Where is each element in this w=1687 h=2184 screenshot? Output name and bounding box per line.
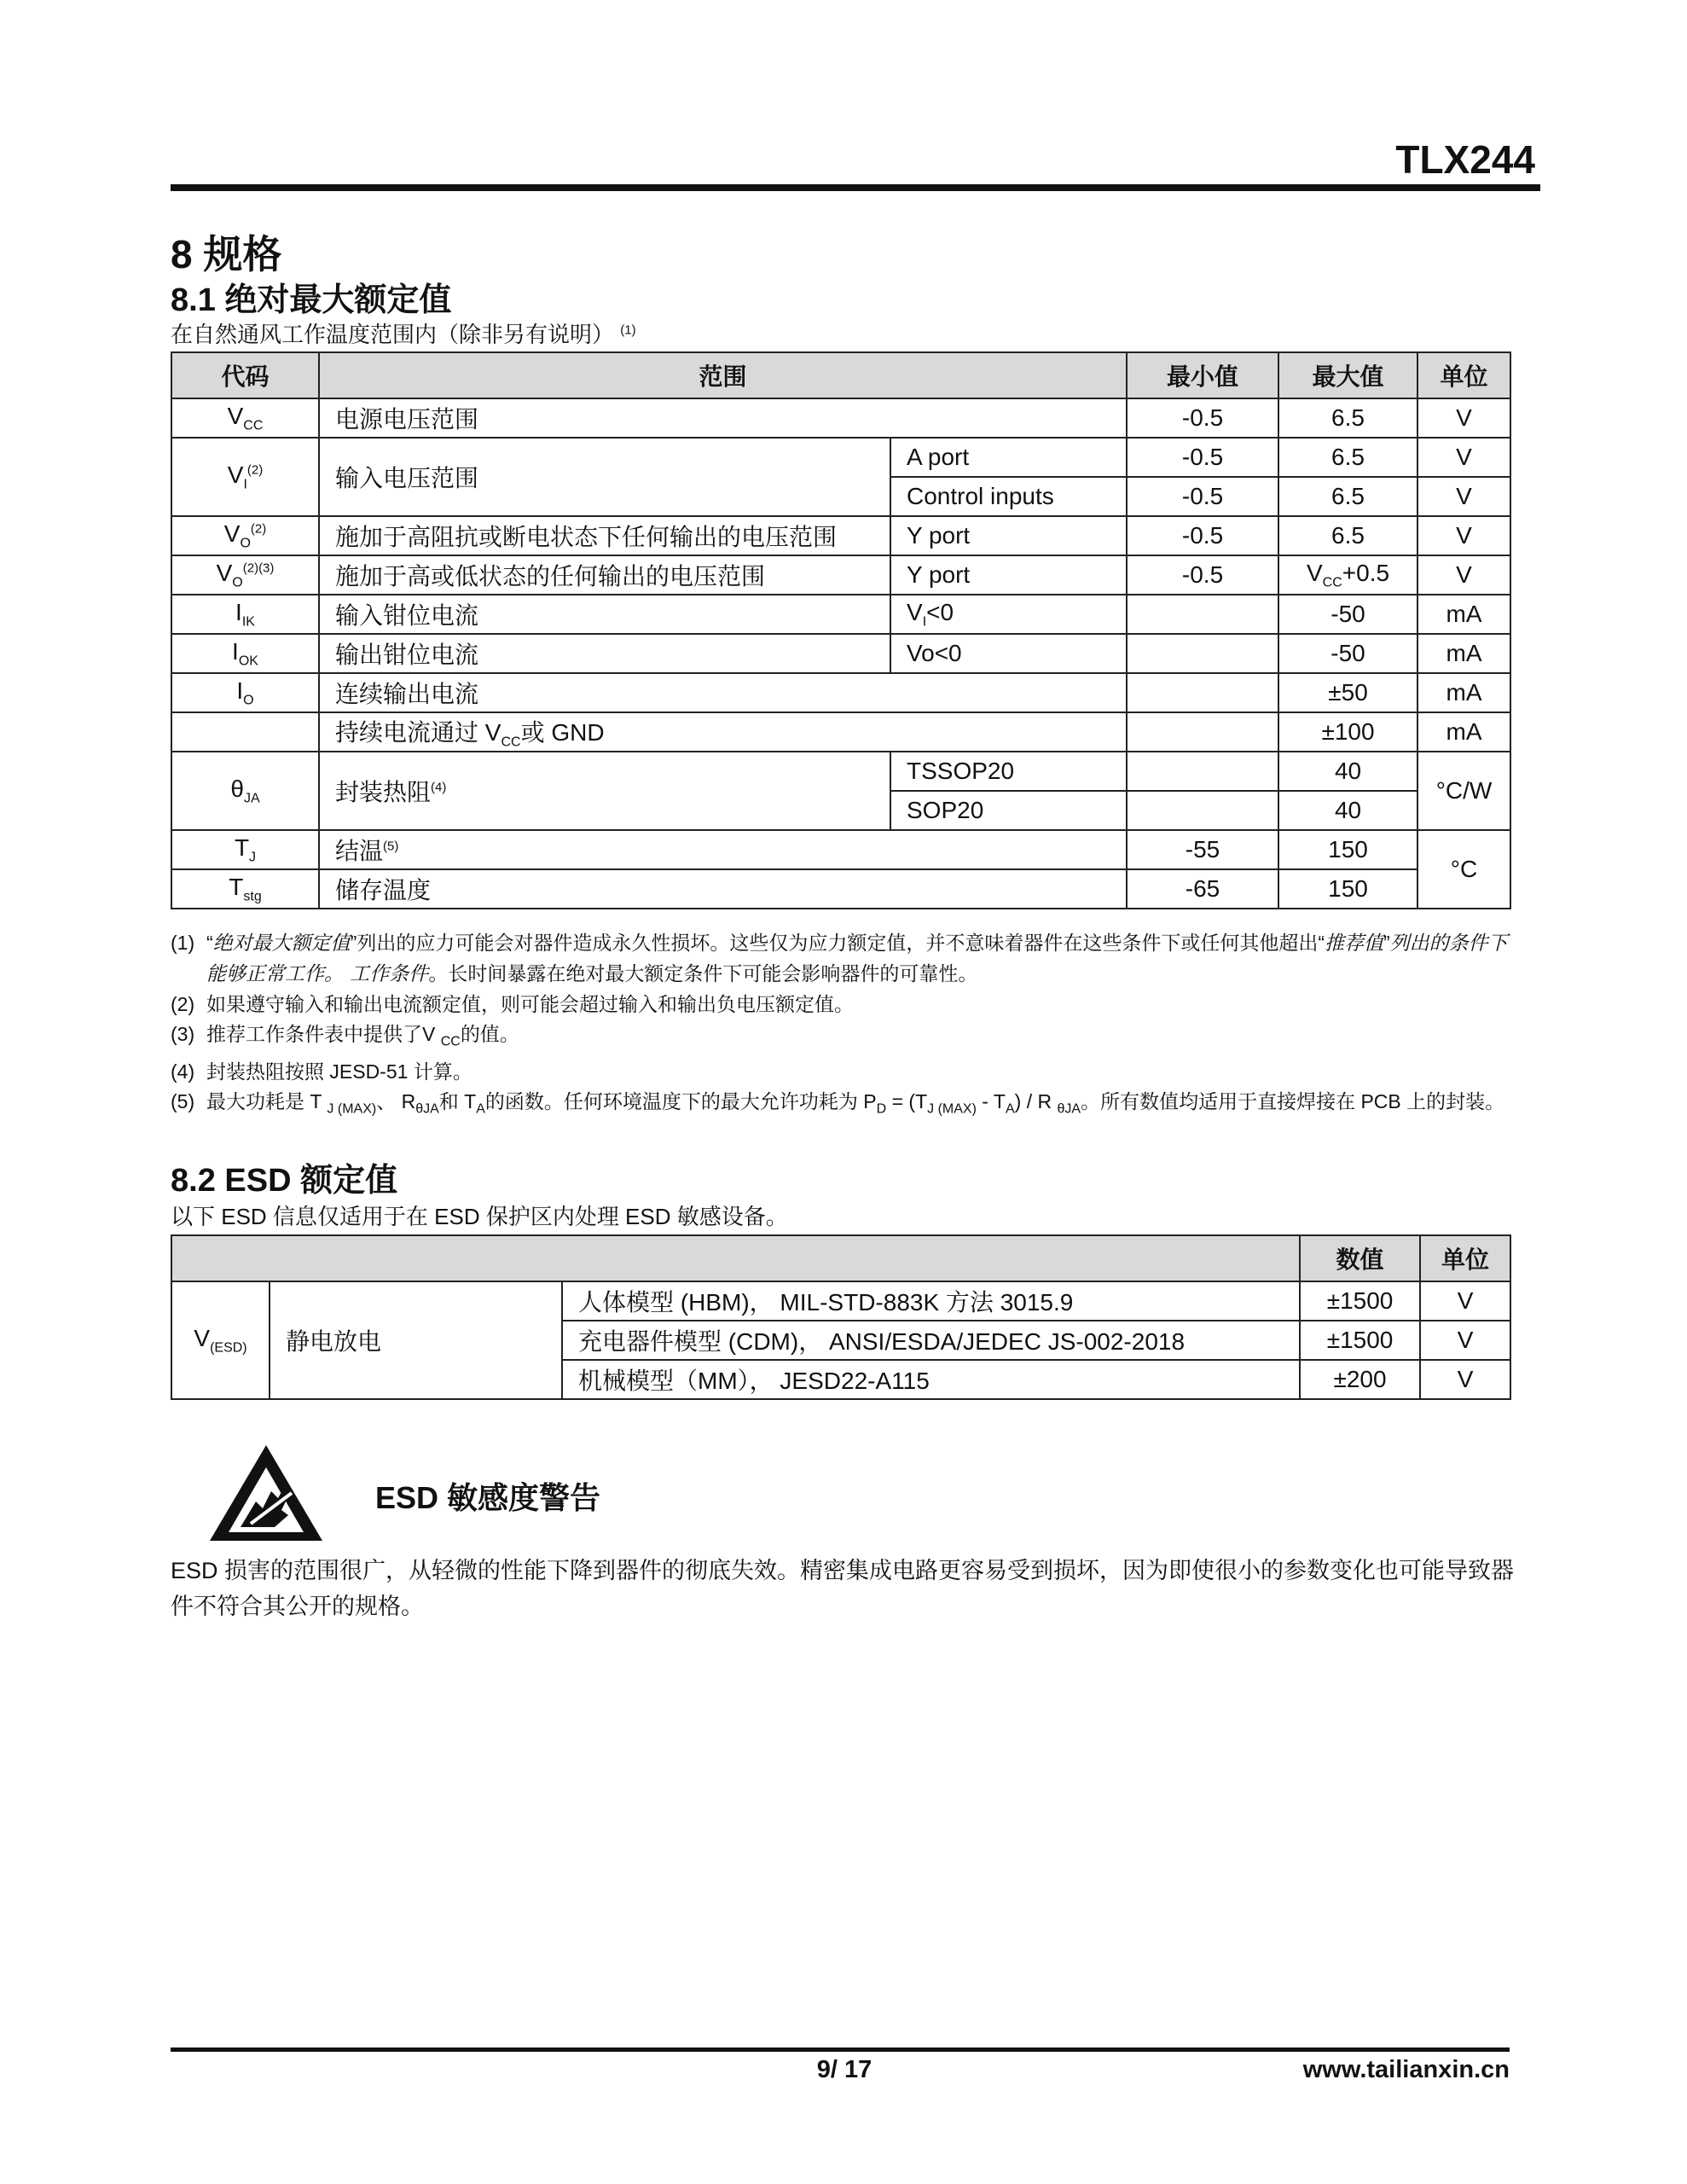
value-cell: ±1500 <box>1300 1281 1420 1321</box>
table-row <box>171 438 1510 477</box>
symbol-cell: $T_J$ <box>171 830 319 869</box>
symbol-cell: $V_{CC}$ <box>171 398 319 438</box>
max-cell: 40 <box>1278 752 1417 791</box>
min-cell <box>1127 634 1278 673</box>
section-8-1-title: 8.1 绝对最大额定值 <box>171 282 452 318</box>
min-cell <box>1127 752 1278 791</box>
max-cell: $V_{CC}+0.5$ <box>1278 555 1417 595</box>
footnotes <box>171 928 1513 1124</box>
max-cell: 150 <box>1278 830 1417 869</box>
max-cell: 6.5 <box>1278 438 1417 477</box>
description-cell: 施加于高或低状态的任何输出的电压范围 <box>319 555 890 595</box>
table-row <box>171 595 1510 634</box>
section-8-2-title: 8.2 ESD 额定值 <box>171 1163 398 1199</box>
value-cell: ±1500 <box>1300 1321 1420 1360</box>
website-link[interactable]: www.tailianxin.cn <box>1302 2056 1510 2083</box>
footnote-2: (2) 如果遵守输入和输出电流额定值，则可能会超过输入和输出负电压额定值。 <box>171 993 854 1015</box>
symbol-cell: $V_I^{(2)}$ <box>171 438 319 516</box>
description-cell: 静电放电 <box>270 1281 562 1399</box>
document-part-number: TLX244 <box>1395 137 1535 182</box>
max-cell: 6.5 <box>1278 516 1417 555</box>
min-cell: -0.5 <box>1127 516 1278 555</box>
table-row <box>171 1281 1510 1321</box>
max-cell: 6.5 <box>1278 477 1417 516</box>
description-cell: 连续输出电流 <box>319 673 1127 712</box>
description-cell: 输入电压范围 <box>319 438 890 516</box>
symbol-cell: $V_O^{(2)(3)}$ <box>171 555 319 595</box>
condition-cell: Vo<0 <box>890 634 1127 673</box>
max-cell: 40 <box>1278 791 1417 830</box>
esd-warning-title: ESD 敏感度警告 <box>375 1480 601 1515</box>
col-header-value: 数值 <box>1300 1235 1420 1281</box>
footnote-4: (4) 封装热阻按照 JESD-51 计算。 <box>171 1060 472 1083</box>
footnote-1: (1) “绝对最大额定值”列出的应力可能会对器件造成永久性损坏。这些仅为应力额定值，并不意味着器件在这些条件下或任何其他超出“推荐值”列出的条件下能够正常工作。 工作条件。长时间暴露在绝对最大额定条件下可能会影响器件的可靠性。 <box>171 932 1508 985</box>
description-cell: 结温$^{(5)}$ <box>319 830 1127 869</box>
unit-cell: °C <box>1417 830 1510 909</box>
min-cell <box>1127 712 1278 752</box>
table-row <box>171 673 1510 712</box>
max-cell: ±50 <box>1278 673 1417 712</box>
symbol-cell: $I_{IK}$ <box>171 595 319 634</box>
footnote-3: (3) 推荐工作条件表中提供了V $_{CC}$的值。 <box>171 1023 519 1049</box>
symbol-cell: $V_{(ESD)}$ <box>171 1281 270 1399</box>
col-header-unit: 单位 <box>1420 1235 1510 1281</box>
model-cell: 机械模型（MM）， JESD22-A115 <box>562 1360 1300 1399</box>
table-header-row <box>171 1235 1510 1281</box>
table-row <box>171 555 1510 595</box>
min-cell: -0.5 <box>1127 477 1278 516</box>
section-8-title: 8 规格 <box>171 232 282 276</box>
esd-ratings-table <box>171 1234 1511 1400</box>
max-cell: 6.5 <box>1278 398 1417 438</box>
col-header-max: 最大值 <box>1278 352 1417 398</box>
col-header-min: 最小值 <box>1127 352 1278 398</box>
min-cell: -65 <box>1127 869 1278 909</box>
condition-cell: A port <box>890 438 1127 477</box>
table-row <box>171 398 1510 438</box>
unit-cell: V <box>1417 398 1510 438</box>
unit-cell: mA <box>1417 634 1510 673</box>
max-cell: -50 <box>1278 595 1417 634</box>
min-cell: -55 <box>1127 830 1278 869</box>
min-cell: -0.5 <box>1127 398 1278 438</box>
description-cell: 储存温度 <box>319 869 1127 909</box>
condition-cell: TSSOP20 <box>890 752 1127 791</box>
min-cell <box>1127 595 1278 634</box>
description-cell: 封装热阻$^{(4)}$ <box>319 752 890 830</box>
absolute-max-ratings-table <box>171 351 1511 909</box>
condition-cell: Control inputs <box>890 477 1127 516</box>
esd-warning-body: ESD 损害的范围很广，从轻微的性能下降到器件的彻底失效。精密集成电路更容易受到损坏，因为即使很小的参数变化也可能导致器件不符合其公开的规格。 <box>171 1558 1515 1619</box>
condition-cell: SOP20 <box>890 791 1127 830</box>
model-cell: 人体模型 (HBM)， MIL-STD-883K 方法 3015.9 <box>562 1281 1300 1321</box>
unit-cell: V <box>1420 1360 1510 1399</box>
condition-cell: Y port <box>890 555 1127 595</box>
unit-cell: V <box>1420 1281 1510 1321</box>
section-8-1-intro <box>171 317 636 349</box>
description-cell: 输入钳位电流 <box>319 595 890 634</box>
header-rule <box>171 184 1540 191</box>
page-number: 9/ 17 <box>816 2056 872 2083</box>
table-row <box>171 634 1510 673</box>
min-cell: -0.5 <box>1127 438 1278 477</box>
description-cell: 电源电压范围 <box>319 398 1127 438</box>
section-8-2-intro: 以下 ESD 信息仅适用于在 ESD 保护区内处理 ESD 敏感设备。 <box>171 1204 788 1229</box>
description-cell: 持续电流通过 $V_{CC}$或 GND <box>319 712 1127 752</box>
symbol-cell: $I_{OK}$ <box>171 634 319 673</box>
condition-cell: Y port <box>890 516 1127 555</box>
col-header-range: 范围 <box>319 352 1127 398</box>
col-header-unit: 单位 <box>1417 352 1510 398</box>
table-row <box>171 516 1510 555</box>
min-cell: -0.5 <box>1127 555 1278 595</box>
table-header-row <box>171 352 1510 398</box>
unit-cell: V <box>1417 555 1510 595</box>
intro-footnote-ref: (1) <box>620 322 636 338</box>
unit-cell: mA <box>1417 673 1510 712</box>
model-cell: 充电器件模型 (CDM)， ANSI/ESDA/JEDEC JS-002-2018 <box>562 1321 1300 1360</box>
symbol-cell: $\theta_{JA}$ <box>171 752 319 830</box>
value-cell: ±200 <box>1300 1360 1420 1399</box>
unit-cell: mA <box>1417 712 1510 752</box>
footer-rule <box>171 2048 1510 2052</box>
symbol-cell: $T_{stg}$ <box>171 869 319 909</box>
table-row <box>171 830 1510 869</box>
description-cell: 输出钳位电流 <box>319 634 890 673</box>
col-header-blank <box>171 1235 1300 1281</box>
col-header-code: 代码 <box>171 352 319 398</box>
symbol-cell: $I_O$ <box>171 673 319 712</box>
table-row <box>171 712 1510 752</box>
unit-cell: °C/W <box>1417 752 1510 830</box>
table-row <box>171 869 1510 909</box>
condition-cell: $V_I<0$ <box>890 595 1127 634</box>
esd-warning-icon <box>206 1442 326 1544</box>
min-cell <box>1127 673 1278 712</box>
table-row <box>171 752 1510 791</box>
description-cell: 施加于高阻抗或断电状态下任何输出的电压范围 <box>319 516 890 555</box>
symbol-cell: $V_O^{(2)}$ <box>171 516 319 555</box>
unit-cell: V <box>1417 438 1510 477</box>
max-cell: ±100 <box>1278 712 1417 752</box>
footnote-5: (5) 最大功耗是 T $_{J (MAX)}$、 $R_{\theta JA}$和 $T_A$的函数。任何环境温度下的最大允许功耗为 $P_D = (T_{J (MAX)} - T_A) / R$ $_{\theta JA}$。所有数值均适用于直接焊接在 PCB 上的封装。 <box>171 1089 1505 1117</box>
max-cell: -50 <box>1278 634 1417 673</box>
intro-text: 在自然通风工作温度范围内（除非另有说明） <box>171 322 615 347</box>
unit-cell: V <box>1417 516 1510 555</box>
unit-cell: V <box>1417 477 1510 516</box>
unit-cell: mA <box>1417 595 1510 634</box>
min-cell <box>1127 791 1278 830</box>
symbol-cell <box>171 712 319 752</box>
max-cell: 150 <box>1278 869 1417 909</box>
unit-cell: V <box>1420 1321 1510 1360</box>
